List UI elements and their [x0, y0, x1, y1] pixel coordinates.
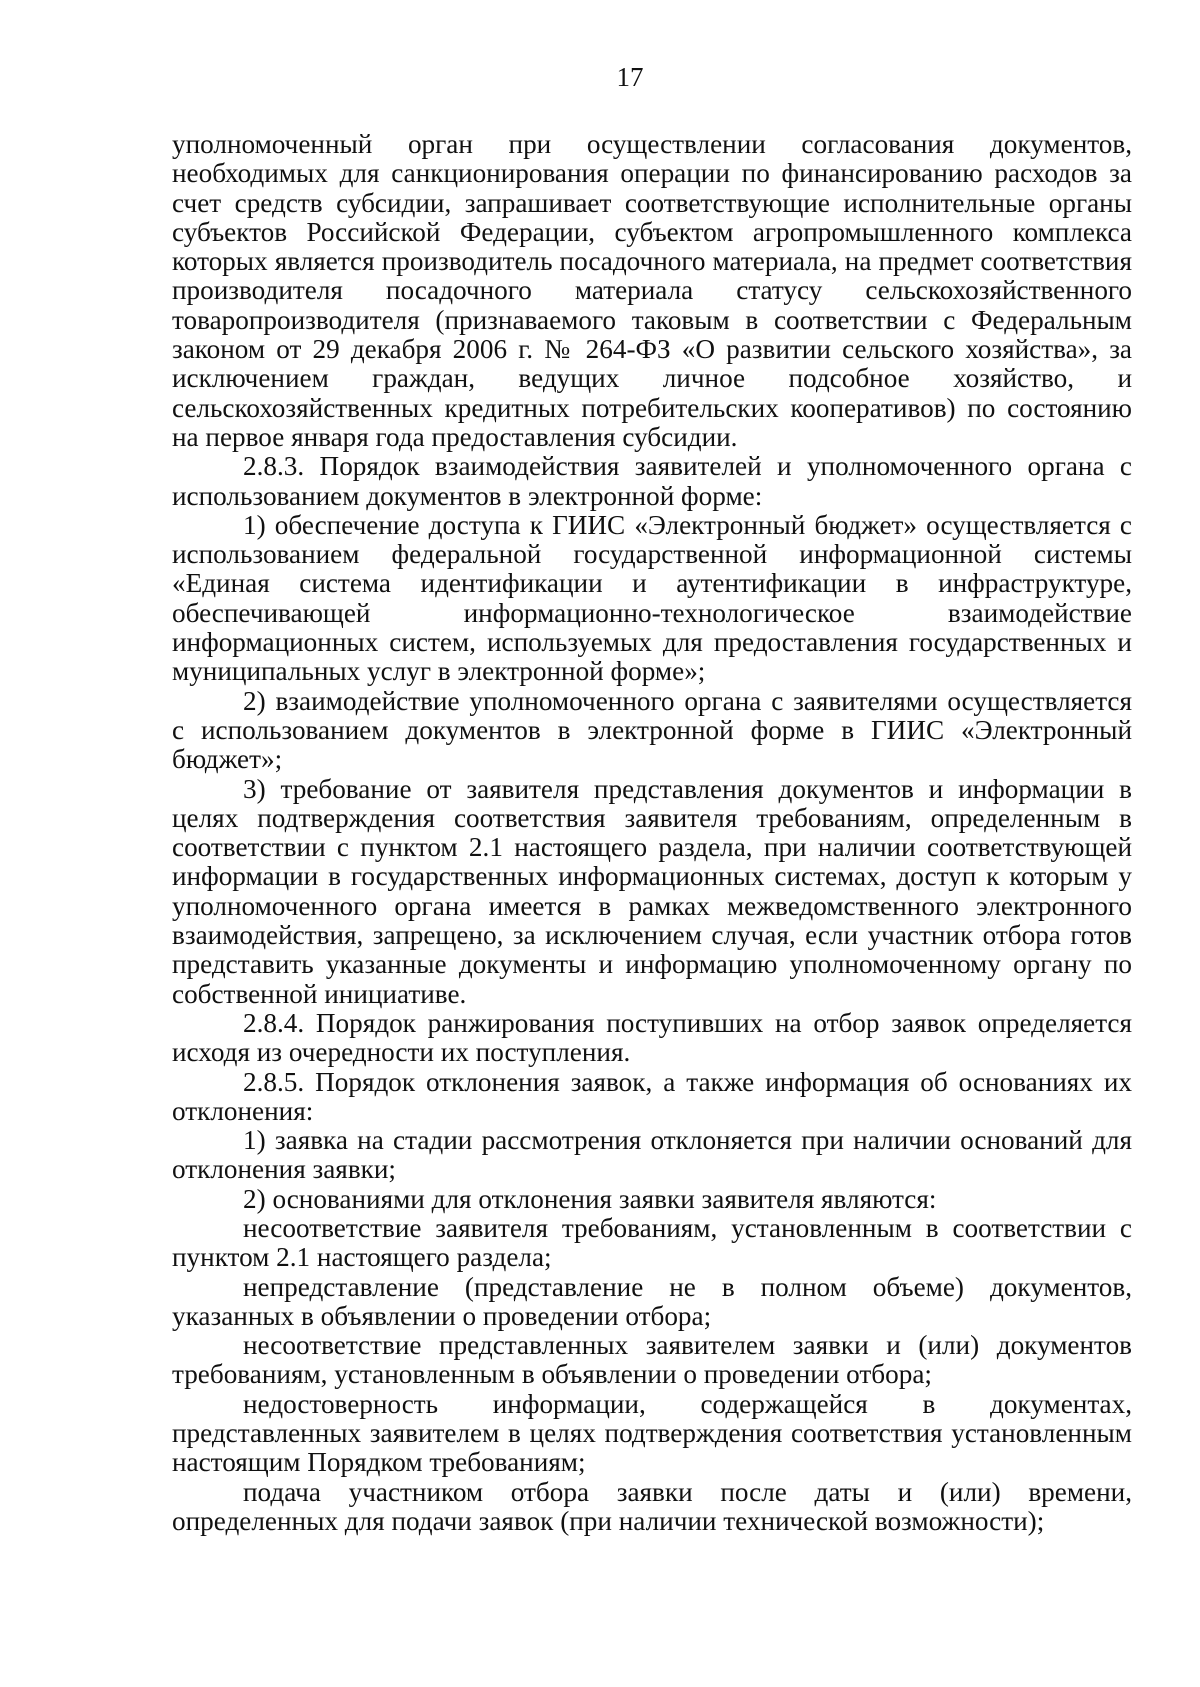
- paragraph: уполномоченный орган при осуществлении согласования документов, необходимых для санкционирования операции по финансированию расходов за счет средств субсидии, запрашивает соответствующие исполнительные органы субъектов Российской Федерации, субъектом агропромышленного комплекса которых является производитель посадочного материала, на предмет соответствия производителя посадочного материала статусу сельскохозяйственного товаропроизводителя (признаваемого таковым в соответствии с Федеральным законом от 29 декабря 2006 г. № 264-ФЗ «О развитии сельского хозяйства», за исключением граждан, ведущих личное подсобное хозяйство, и сельскохозяйственных кредитных потребительских кооперативов) по состоянию на первое января года предоставления субсидии.: [172, 129, 1132, 452]
- paragraph: 1) обеспечение доступа к ГИИС «Электронный бюджет» осуществляется с использованием федеральной государственной информационной системы «Единая система идентификации и аутентификации в инфраструктуре, обеспечивающей информационно-технологическое взаимодействие информационных систем, используемых для предоставления государственных и муниципальных услуг в электронной форме»;: [172, 509, 1132, 687]
- page-number: 17: [616, 62, 644, 92]
- document-body: [172, 130, 1132, 1536]
- paragraph: 2.8.4. Порядок ранжирования поступивших на отбор заявок определяется исходя из очередности их поступления.: [172, 1007, 1132, 1068]
- paragraph: недостоверность информации, содержащейся в документах, представленных заявителем в целях подтверждения соответствия установленным настоящим Порядком требованиям;: [172, 1388, 1132, 1478]
- paragraph: непредставление (представление не в полном объеме) документов, указанных в объявлении о проведении отбора;: [172, 1271, 1132, 1331]
- paragraph: 2.8.5. Порядок отклонения заявок, а также информация об основаниях их отклонения:: [172, 1066, 1132, 1126]
- paragraph: 2.8.3. Порядок взаимодействия заявителей и уполномоченного органа с использованием документов в электронной форме:: [172, 451, 1132, 511]
- paragraph: 2) взаимодействие уполномоченного органа с заявителями осуществляется с использованием документов в электронной форме в ГИИС «Электронный бюджет»;: [172, 685, 1132, 775]
- paragraph: несоответствие заявителя требованиям, установленным в соответствии с пунктом 2.1 настоящего раздела;: [172, 1212, 1132, 1273]
- paragraph: подача участником отбора заявки после даты и (или) времени, определенных для подачи заявок (при наличии технической возможности);: [172, 1476, 1132, 1536]
- paragraph: 1) заявка на стадии рассмотрения отклоняется при наличии оснований для отклонения заявки;: [172, 1125, 1132, 1185]
- paragraph: 2) основаниями для отклонения заявки заявителя являются:: [243, 1183, 937, 1214]
- paragraph: 3) требование от заявителя представления документов и информации в целях подтверждения соответствия заявителя требованиям, определенным в соответствии с пунктом 2.1 настоящего раздела, при наличии соответствующей информации в государственных информационных системах, доступ к которым у уполномоченного органа имеется в рамках межведомственного электронного взаимодействия, запрещено, за исключением случая, если участник отбора готов представить указанные документы и информацию уполномоченному органу по собственной инициативе.: [172, 773, 1132, 1009]
- paragraph: несоответствие представленных заявителем заявки и (или) документов требованиям, установленным в объявлении о проведении отбора;: [172, 1330, 1132, 1390]
